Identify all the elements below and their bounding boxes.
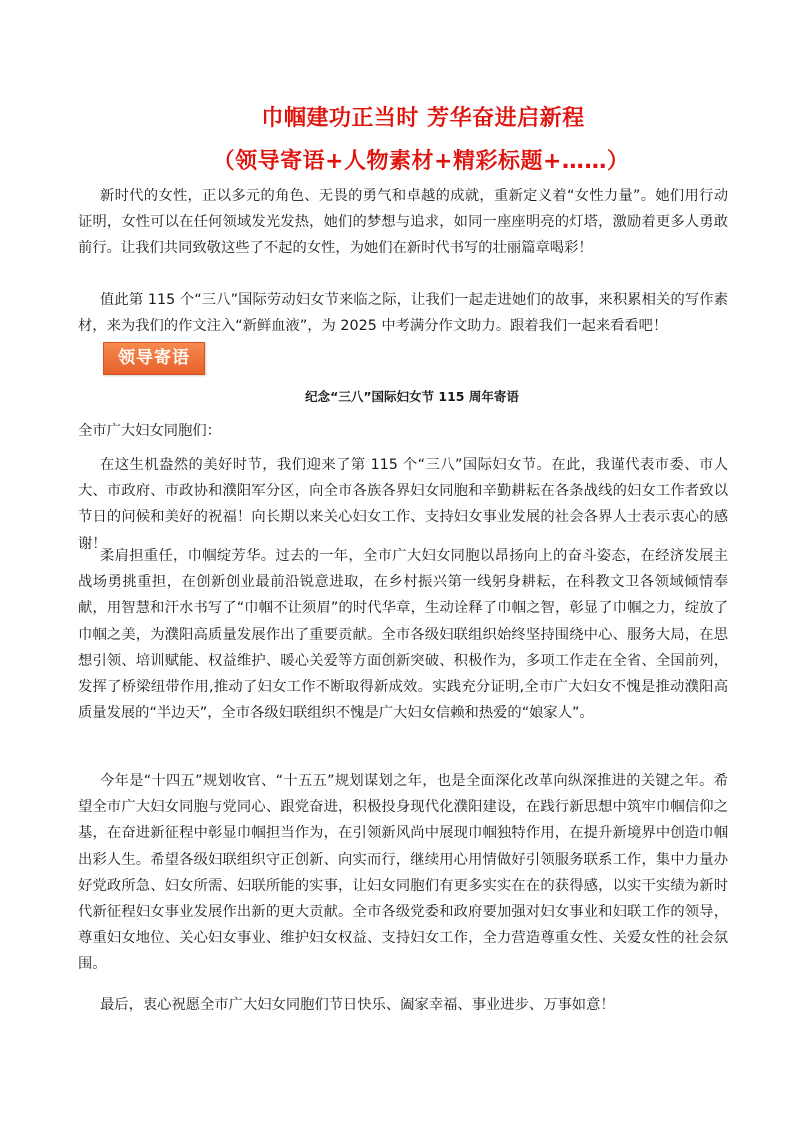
- section-subheading: 纪念“三八”国际妇女节 115 周年寄语: [305, 389, 519, 404]
- letter-paragraph: 柔肩担重任，巾帼绽芳华。过去的一年，全市广大妇女同胞以昂扬向上的奋斗姿态，在经济发展主战场勇挑重担，在创新创业最前沿锐意进取，在乡村振兴第一线躬身耕耘，在科教文卫各领域倾情奉献，用智慧和汗水书写了“巾帼不让须眉”的时代华章，生动诠释了巾帼之智，彰显了巾帼之力，绽放了巾帼之美，为濮阳高质量发展作出了重要贡献。全市各级妇联组织始终坚持围绕中心、服务大局，在思想引领、培训赋能、权益维护、暖心关爱等方面创新突破、积极作为，多项工作走在全省、全国前列，发挥了桥梁纽带作用,推动了妇女工作不断取得新成效。实践充分证明,全市广大妇女不愧是推动濮阳高质量发展的“半边天”，全市各级妇联组织不愧是广大妇女信赖和热爱的“娘家人”。: [78, 548, 728, 722]
- letter-salutation: 全市广大妇女同胞们：: [78, 423, 221, 439]
- letter-paragraph: 最后，衷心祝愿全市广大妇女同胞们节日快乐、阖家幸福、事业进步、万事如意！: [100, 997, 615, 1013]
- intro-paragraph-2: 值此第 115 个“三八”国际劳动妇女节来临之际，让我们一起走进她们的故事，来积累相关的写作素材，来为我们的作文注入“新鲜血液”，为 2025 中考满分作文助力。跟着我们一起来看看吧！: [78, 292, 728, 335]
- letter-paragraph: 今年是“十四五”规划收官、“十五五”规划谋划之年，也是全面深化改革向纵深推进的关键之年。希望全市广大妇女同胞与党同心、跟党奋进，积极投身现代化濮阳建设，在践行新思想中筑牢巾帼信仰之基，在奋进新征程中彰显巾帼担当作为，在引领新风尚中展现巾帼独特作用，在提升新境界中创造巾帼出彩人生。希望各级妇联组织守正创新、向实而行，继续用心用情做好引领服务联系工作，集中力量办好党政所急、妇女所需、妇联所能的实事，让妇女同胞们有更多实实在在的获得感，以实干实绩为新时代新征程妇女事业发展作出新的更大贡献。全市各级党委和政府要加强对妇女事业和妇联工作的领导，尊重妇女地位、关心妇女事业、维护妇女权益、支持妇女工作，全力营造尊重女性、关爱女性的社会氛围。: [78, 773, 728, 973]
- letter-paragraph: 在这生机盎然的美好时节，我们迎来了第 115 个“三八”国际妇女节。在此，我谨代表市委、市人大、市政府、市政协和濮阳军分区，向全市各族各界妇女同胞和辛勤耕耘在各条战线的妇女工作者致以节日的问候和美好的祝福！向长期以来关心妇女工作、支持妇女事业发展的社会各界人士表示衷心的感谢！: [78, 457, 728, 552]
- intro-paragraph-1: 新时代的女性，正以多元的角色、无畏的勇气和卓越的成就，重新定义着“女性力量”。她们用行动证明，女性可以在任何领域发光发热，她们的梦想与追求，如同一座座明亮的灯塔，激励着更多人勇敢前行。让我们共同致敬这些了不起的女性，为她们在新时代书写的壮丽篇章喝彩！: [78, 188, 728, 257]
- section-badge-leader-message: 领导寄语: [103, 342, 205, 375]
- document-title: 巾帼建功正当时 芳华奋进启新程: [261, 106, 585, 131]
- document-subtitle: （领导寄语+人物素材+精彩标题+……）: [212, 149, 630, 174]
